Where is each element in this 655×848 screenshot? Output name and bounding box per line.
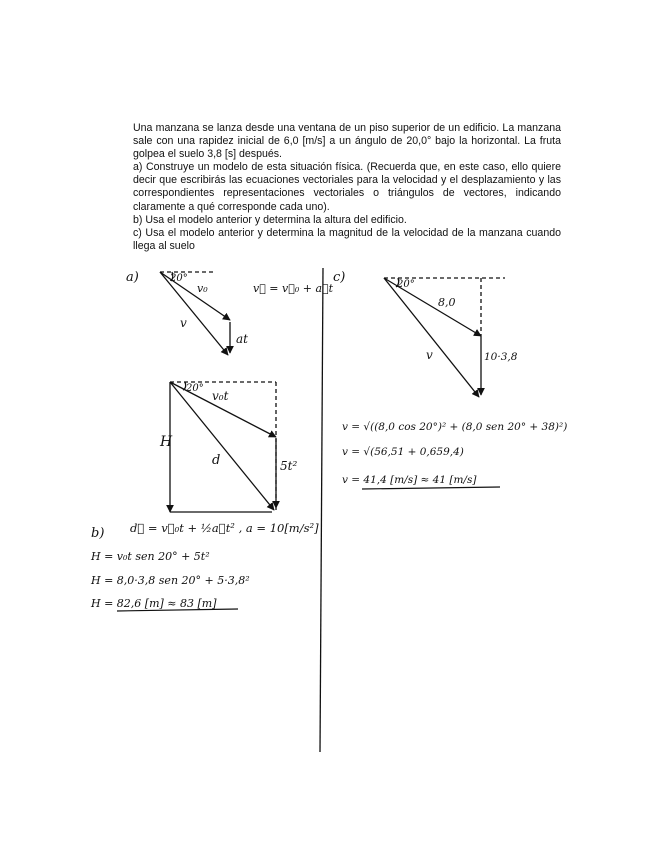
problem-part-b: b) Usa el modelo anterior y determina la altura del edificio. xyxy=(133,213,407,226)
d-label: d xyxy=(212,453,221,468)
c-result-underline xyxy=(362,487,500,489)
height-label: H xyxy=(160,434,173,450)
v-label-2: v xyxy=(426,348,433,362)
page-divider xyxy=(320,268,323,752)
v0-label-1: v₀ xyxy=(197,282,208,295)
solution-b-label: b) xyxy=(91,526,105,541)
velocity-equation: v⃗ = v⃗₀ + a⃗t xyxy=(253,282,334,295)
v-label-1: v xyxy=(180,316,187,330)
c-work-line-1: v = √((8,0 cos 20°)² + (8,0 sen 20° + 38)²) xyxy=(342,421,568,433)
v0t-label: v₀t xyxy=(212,389,229,403)
problem-part-c: c) Usa el modelo anterior y determina la magnitud de la velocidad de la manzana cuando llega al suelo xyxy=(133,226,561,252)
c-work-line-2: v = √(56,51 + 0,659,4) xyxy=(342,446,464,458)
b-work-line-1: H = v₀t sen 20° + 5t² xyxy=(91,550,210,563)
solution-a-label: a) xyxy=(126,270,139,285)
at-label: at xyxy=(236,332,248,346)
displacement-equation: d⃗ = v⃗₀t + ½a⃗t² , a = 10[m/s²] xyxy=(130,521,319,535)
problem-intro: Una manzana se lanza desde una ventana de un piso superior de un edificio. La manzana sale con una rapidez inicial de 6,0 [m/s] a un ángulo de 20,0° bajo la horizontal. La fruta golpea el suelo 3,8 [s] después. xyxy=(133,122,561,161)
v0-value-label: 8,0 xyxy=(438,296,456,309)
solution-c-label: c) xyxy=(333,270,346,285)
problem-part-a: a) Construye un modelo de esta situación física. (Recuerda que, en este caso, ello quiere decir que escribirás las ecuaciones vectoriales para la velocidad y el desplazamiento y las correspondientes representaciones vectoriales o triángulos de vectores, indicando claramente a qué corresponde cada uno). xyxy=(133,161,561,213)
angle-label-3: 20° xyxy=(397,279,415,290)
angle-label-2: 20° xyxy=(186,383,204,394)
gt-label: 10·3,8 xyxy=(484,351,518,363)
b-work-line-2: H = 8,0·3,8 sen 20° + 5·3,8² xyxy=(91,574,250,587)
b-work-line-3: H = 82,6 [m] ≈ 83 [m] xyxy=(91,597,217,610)
c-work-line-3: v = 41,4 [m/s] ≈ 41 [m/s] xyxy=(342,474,477,486)
velocity-triangle xyxy=(160,272,230,355)
angle-label-1: 20° xyxy=(170,273,188,284)
half-gt2-label: 5t² xyxy=(280,459,298,473)
